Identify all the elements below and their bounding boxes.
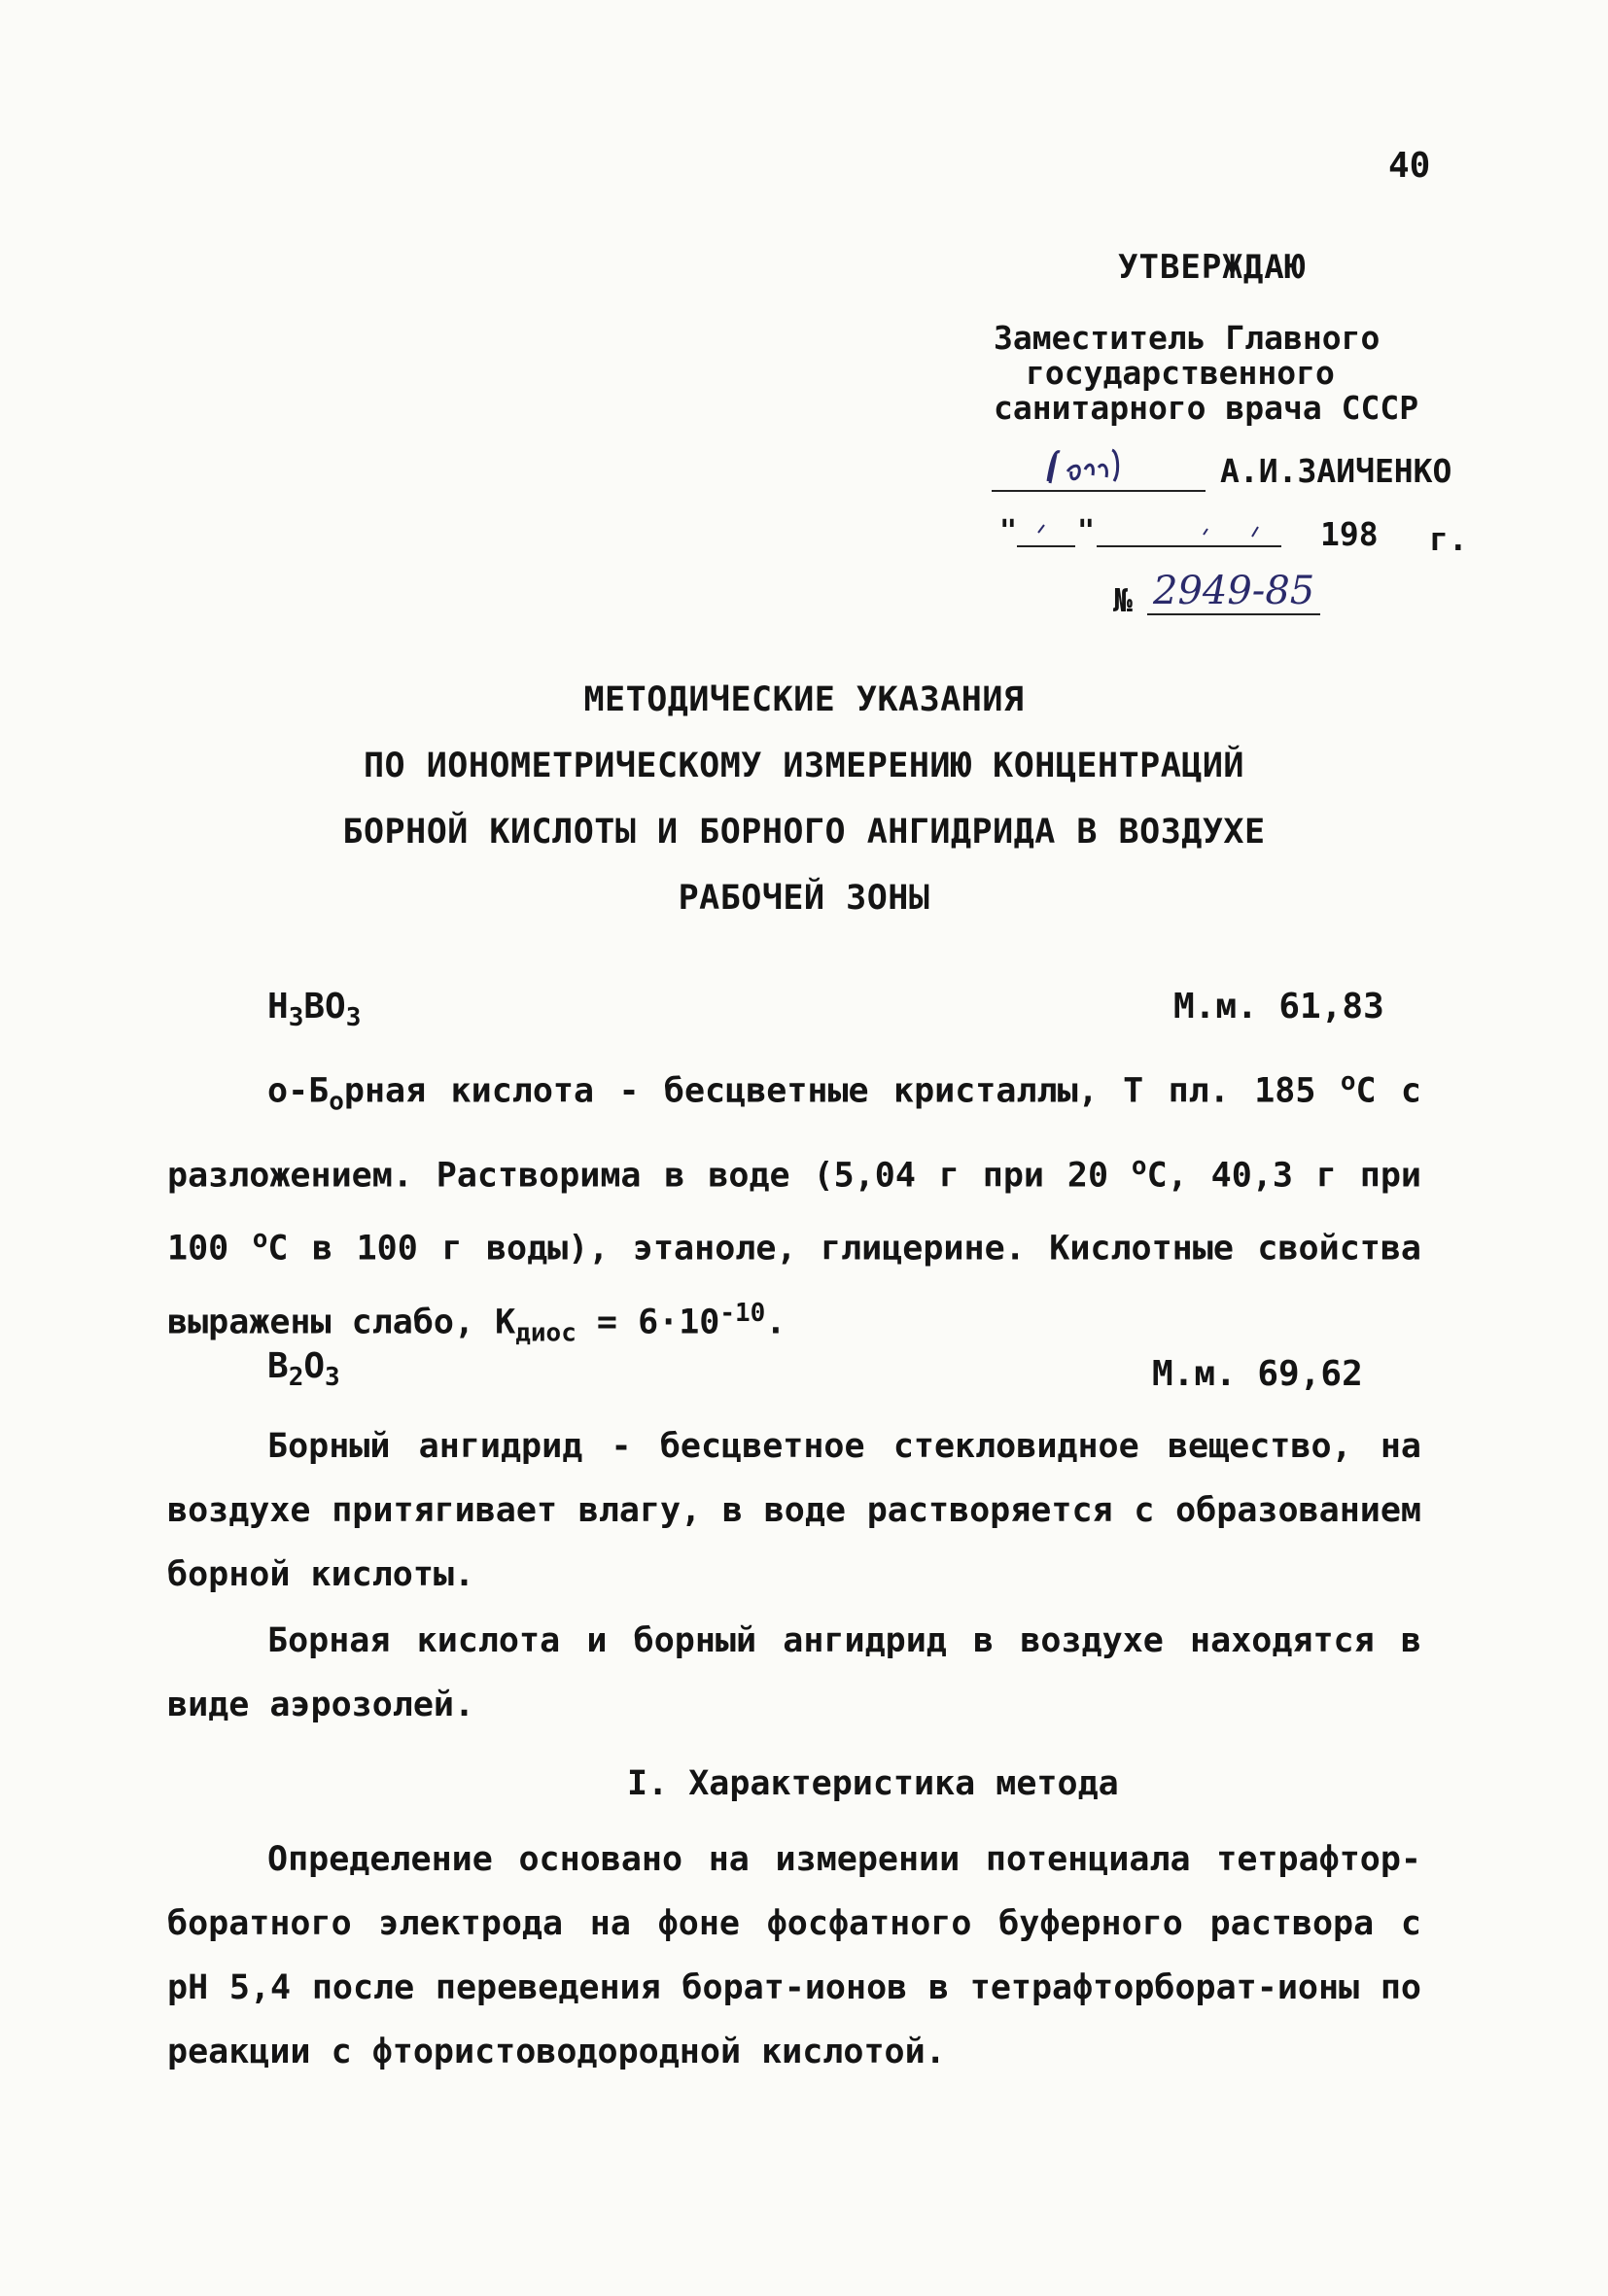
- boric-acid-formula: $H_3BO_3$: [267, 987, 362, 1033]
- aerosol-note: Борная кислота и борный ангидрид в воздухе находятся в виде аэрозолей.: [167, 1621, 1421, 1724]
- method-description: Определение основано на измерении потенциала тетрафтор-боратного электрода на фоне фосфатного буферного раствора с pH 5,4 после переведения борат-ионов в тетрафторборат-ионы по реакции с фтористоводородной кислотой.: [167, 1840, 1421, 2071]
- approval-title: УТВЕРЖДАЮ: [1118, 248, 1307, 287]
- signatory-name: А.И.ЗАИЧЕНКО: [1220, 452, 1452, 490]
- document-title-line3: БОРНОЙ КИСЛОТЫ И БОРНОГО АНГИДРИДА В ВОЗДУХЕ: [342, 813, 1266, 852]
- date-blank-lines: [999, 505, 1291, 556]
- boric-anhydride-formula: $B_2O_3$: [267, 1346, 340, 1393]
- svg-text:": ": [1077, 514, 1096, 548]
- boric-acid-description: $о-Б_орная$ кислота - бесцветные кристаллы, Т пл. 185 $^о$С с разложением. Растворима в воде (5,04 г при 20 $^о$С, 40,3 г при 100 $^о$С в 100 г воды), этаноле, глицерине. Кислотные свойства выражены слабо, $К_{диос} = 6\cdot 10^{-10}$.: [167, 1067, 1422, 1348]
- approval-position-line3: санитарного врача СССР: [994, 389, 1419, 427]
- svg-text:": ": [999, 514, 1018, 548]
- document-title-line1: МЕТОДИЧЕСКИЕ УКАЗАНИЯ: [583, 680, 1025, 719]
- registration-number-sign: №: [1113, 581, 1133, 619]
- page-number: 40: [1388, 146, 1431, 186]
- document-title-line2: ПО ИОНОМЕТРИЧЕСКОМУ ИЗМЕРЕНИЮ КОНЦЕНТРАЦИЙ: [363, 747, 1244, 785]
- date-field: [999, 505, 1291, 554]
- approval-position-line1: Заместитель Главного: [994, 319, 1381, 357]
- approval-year: 198: [1320, 515, 1379, 553]
- handwritten-signature: [992, 442, 1206, 493]
- section-heading-method: I. Характеристика метода: [627, 1764, 1119, 1803]
- boric-anhydride-description: Борный ангидрид - бесцветное стекловидное вещество, на воздухе притягивает влагу, в воде растворяется с образованием борной кислоты.: [167, 1427, 1421, 1594]
- registration-number: 2949-85: [1147, 569, 1320, 615]
- signature-line: [992, 442, 1206, 491]
- document-title-line4: РАБОЧЕЙ ЗОНЫ: [678, 879, 930, 918]
- boric-anhydride-molar-mass: М.м. 69,62: [1152, 1354, 1363, 1394]
- approval-position-line2: государственного: [1026, 354, 1335, 392]
- boric-acid-molar-mass: М.м. 61,83: [1173, 987, 1384, 1026]
- approval-year-suffix: г.: [1429, 520, 1468, 558]
